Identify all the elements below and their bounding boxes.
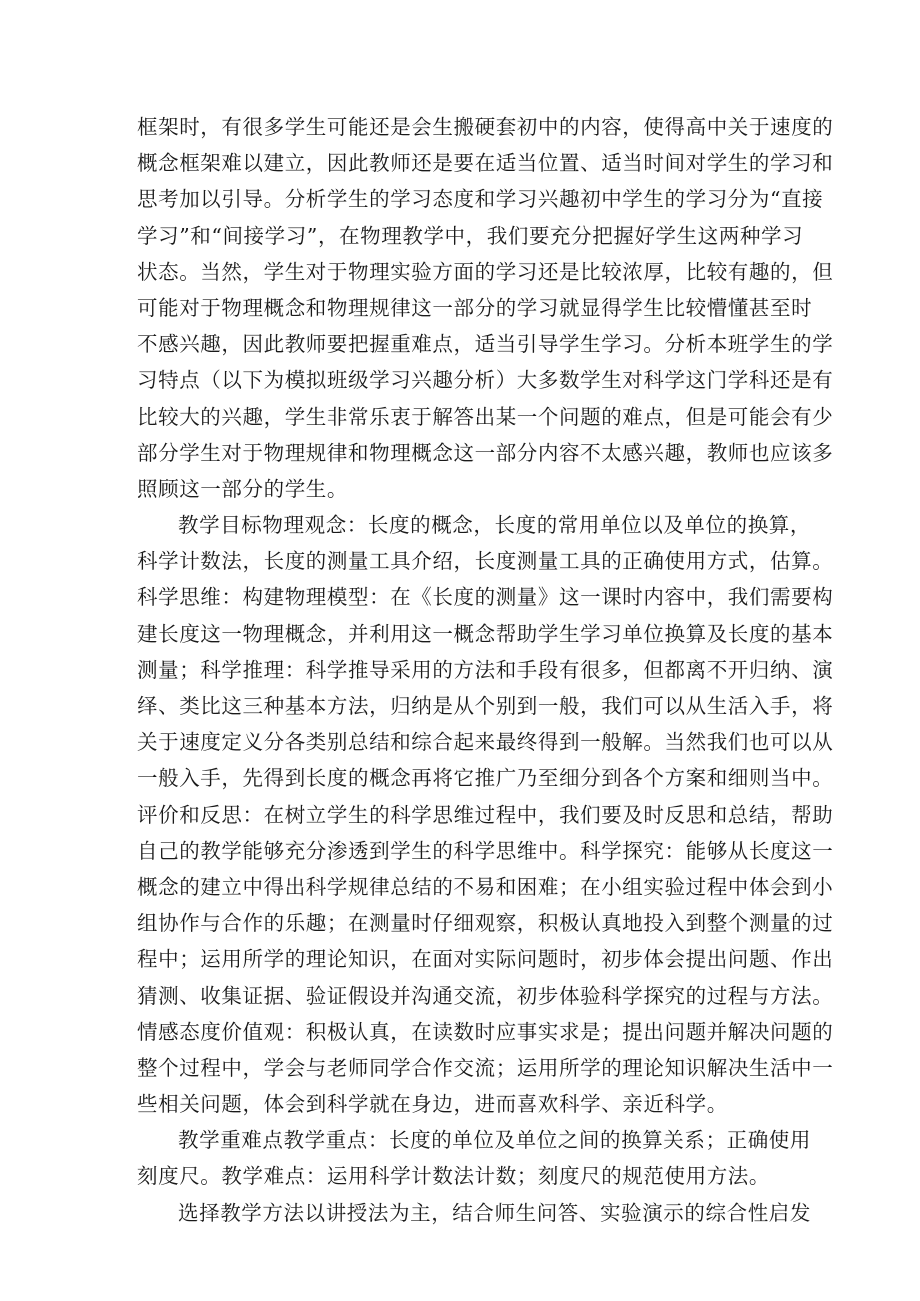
paragraph-teaching-methods bbox=[137, 1195, 811, 1231]
text-line: 可能对于物理概念和物理规律这一部分的学习就显得学生比较懵懂甚至时 bbox=[137, 295, 813, 320]
text-line: 绎、类比这三种基本方法，归纳是从个别到一般，我们可以从生活入手，将 bbox=[137, 694, 834, 718]
text-line: 建长度这一物理概念，并利用这一概念帮助学生学习单位换算及长度的基本 bbox=[137, 621, 834, 646]
text-line: 教学目标物理观念：长度的概念，长度的常用单位以及单位的换算， bbox=[178, 513, 811, 538]
text-line: 刻度尺。教学难点：运用科学计数法计数；刻度尺的规范使用方法。 bbox=[137, 1164, 770, 1189]
paragraph-key-points bbox=[137, 1122, 811, 1194]
text-line: 猜测、收集证据、验证假设并沟通交流，初步体验科学探究的过程与方法。 bbox=[137, 983, 834, 1008]
text-line: 照顾这一部分的学生。 bbox=[137, 476, 348, 501]
text-line: 关于速度定义分各类别总结和综合起来最终得到一般解。当然我们也可以从 bbox=[137, 730, 834, 755]
text-line: 科学思维：构建物理模型：在《长度的测量》这一课时内容中，我们需要构 bbox=[137, 585, 834, 610]
text-line: 情感态度价值观：积极认真，在读数时应事实求是；提出问题并解决问题的 bbox=[137, 1019, 834, 1044]
document-body bbox=[137, 109, 834, 1231]
text-line: 程中；运用所学的理论知识，在面对实际问题时，初步体会提出问题、作出 bbox=[137, 947, 834, 972]
paragraph-teaching-objectives bbox=[137, 507, 834, 1122]
text-line: 些相关问题，体会到科学就在身边，进而喜欢科学、亲近科学。 bbox=[137, 1092, 728, 1117]
text-line: 部分学生对于物理规律和物理概念这一部分内容不太感兴趣，教师也应该多 bbox=[137, 440, 834, 465]
text-line: 不感兴趣，因此教师要把握重难点，适当引导学生学习。分析本班学生的学 bbox=[137, 332, 834, 357]
paragraph-student-analysis bbox=[137, 109, 834, 507]
text-line: 状态。当然，学生对于物理实验方面的学习还是比较浓厚，比较有趣的，但 bbox=[137, 259, 834, 284]
text-line: 一般入手，先得到长度的概念再将它推广乃至细分到各个方案和细则当中。 bbox=[137, 766, 834, 791]
text-line: 组协作与合作的乐趣；在测量时仔细观察，积极认真地投入到整个测量的过 bbox=[137, 911, 834, 936]
text-line: 科学计数法，长度的测量工具介绍，长度测量工具的正确使用方式，估算。 bbox=[137, 549, 834, 574]
text-line: 评价和反思：在树立学生的科学思维过程中，我们要及时反思和总结，帮助 bbox=[137, 802, 834, 827]
text-line: 习特点（以下为模拟班级学习兴趣分析）大多数学生对科学这门学科还是有 bbox=[137, 368, 834, 393]
text-line: 整个过程中，学会与老师同学合作交流；运用所学的理论知识解决生活中一 bbox=[137, 1055, 834, 1080]
text-line: 框架时，有很多学生可能还是会生搬硬套初中的内容，使得高中关于速度的 bbox=[137, 115, 834, 139]
text-line: 比较大的兴趣，学生非常乐衷于解答出某一个问题的难点，但是可能会有少 bbox=[137, 404, 834, 429]
text-line: 概念框架难以建立，因此教师还是要在适当位置、适当时间对学生的学习和 bbox=[137, 151, 834, 176]
text-line: 测量；科学推理：科学推导采用的方法和手段有很多，但都离不开归纳、演 bbox=[137, 657, 834, 682]
text-line: 教学重难点教学重点：长度的单位及单位之间的换算关系；正确使用 bbox=[178, 1128, 811, 1153]
text-line: 思考加以引导。分析学生的学习态度和学习兴趣初中学生的学习分为“直接 bbox=[137, 187, 824, 212]
text-line: 概念的建立中得出科学规律总结的不易和困难；在小组实验过程中体会到小 bbox=[137, 874, 834, 899]
text-line: 自己的教学能够充分渗透到学生的科学思维中。科学探究：能够从长度这一 bbox=[137, 838, 834, 863]
text-line: 选择教学方法以讲授法为主，结合师生问答、实验演示的综合性启发 bbox=[178, 1200, 811, 1225]
text-line: 学习”和“间接学习”，在物理教学中，我们要充分把握好学生这两种学习 bbox=[137, 223, 804, 248]
